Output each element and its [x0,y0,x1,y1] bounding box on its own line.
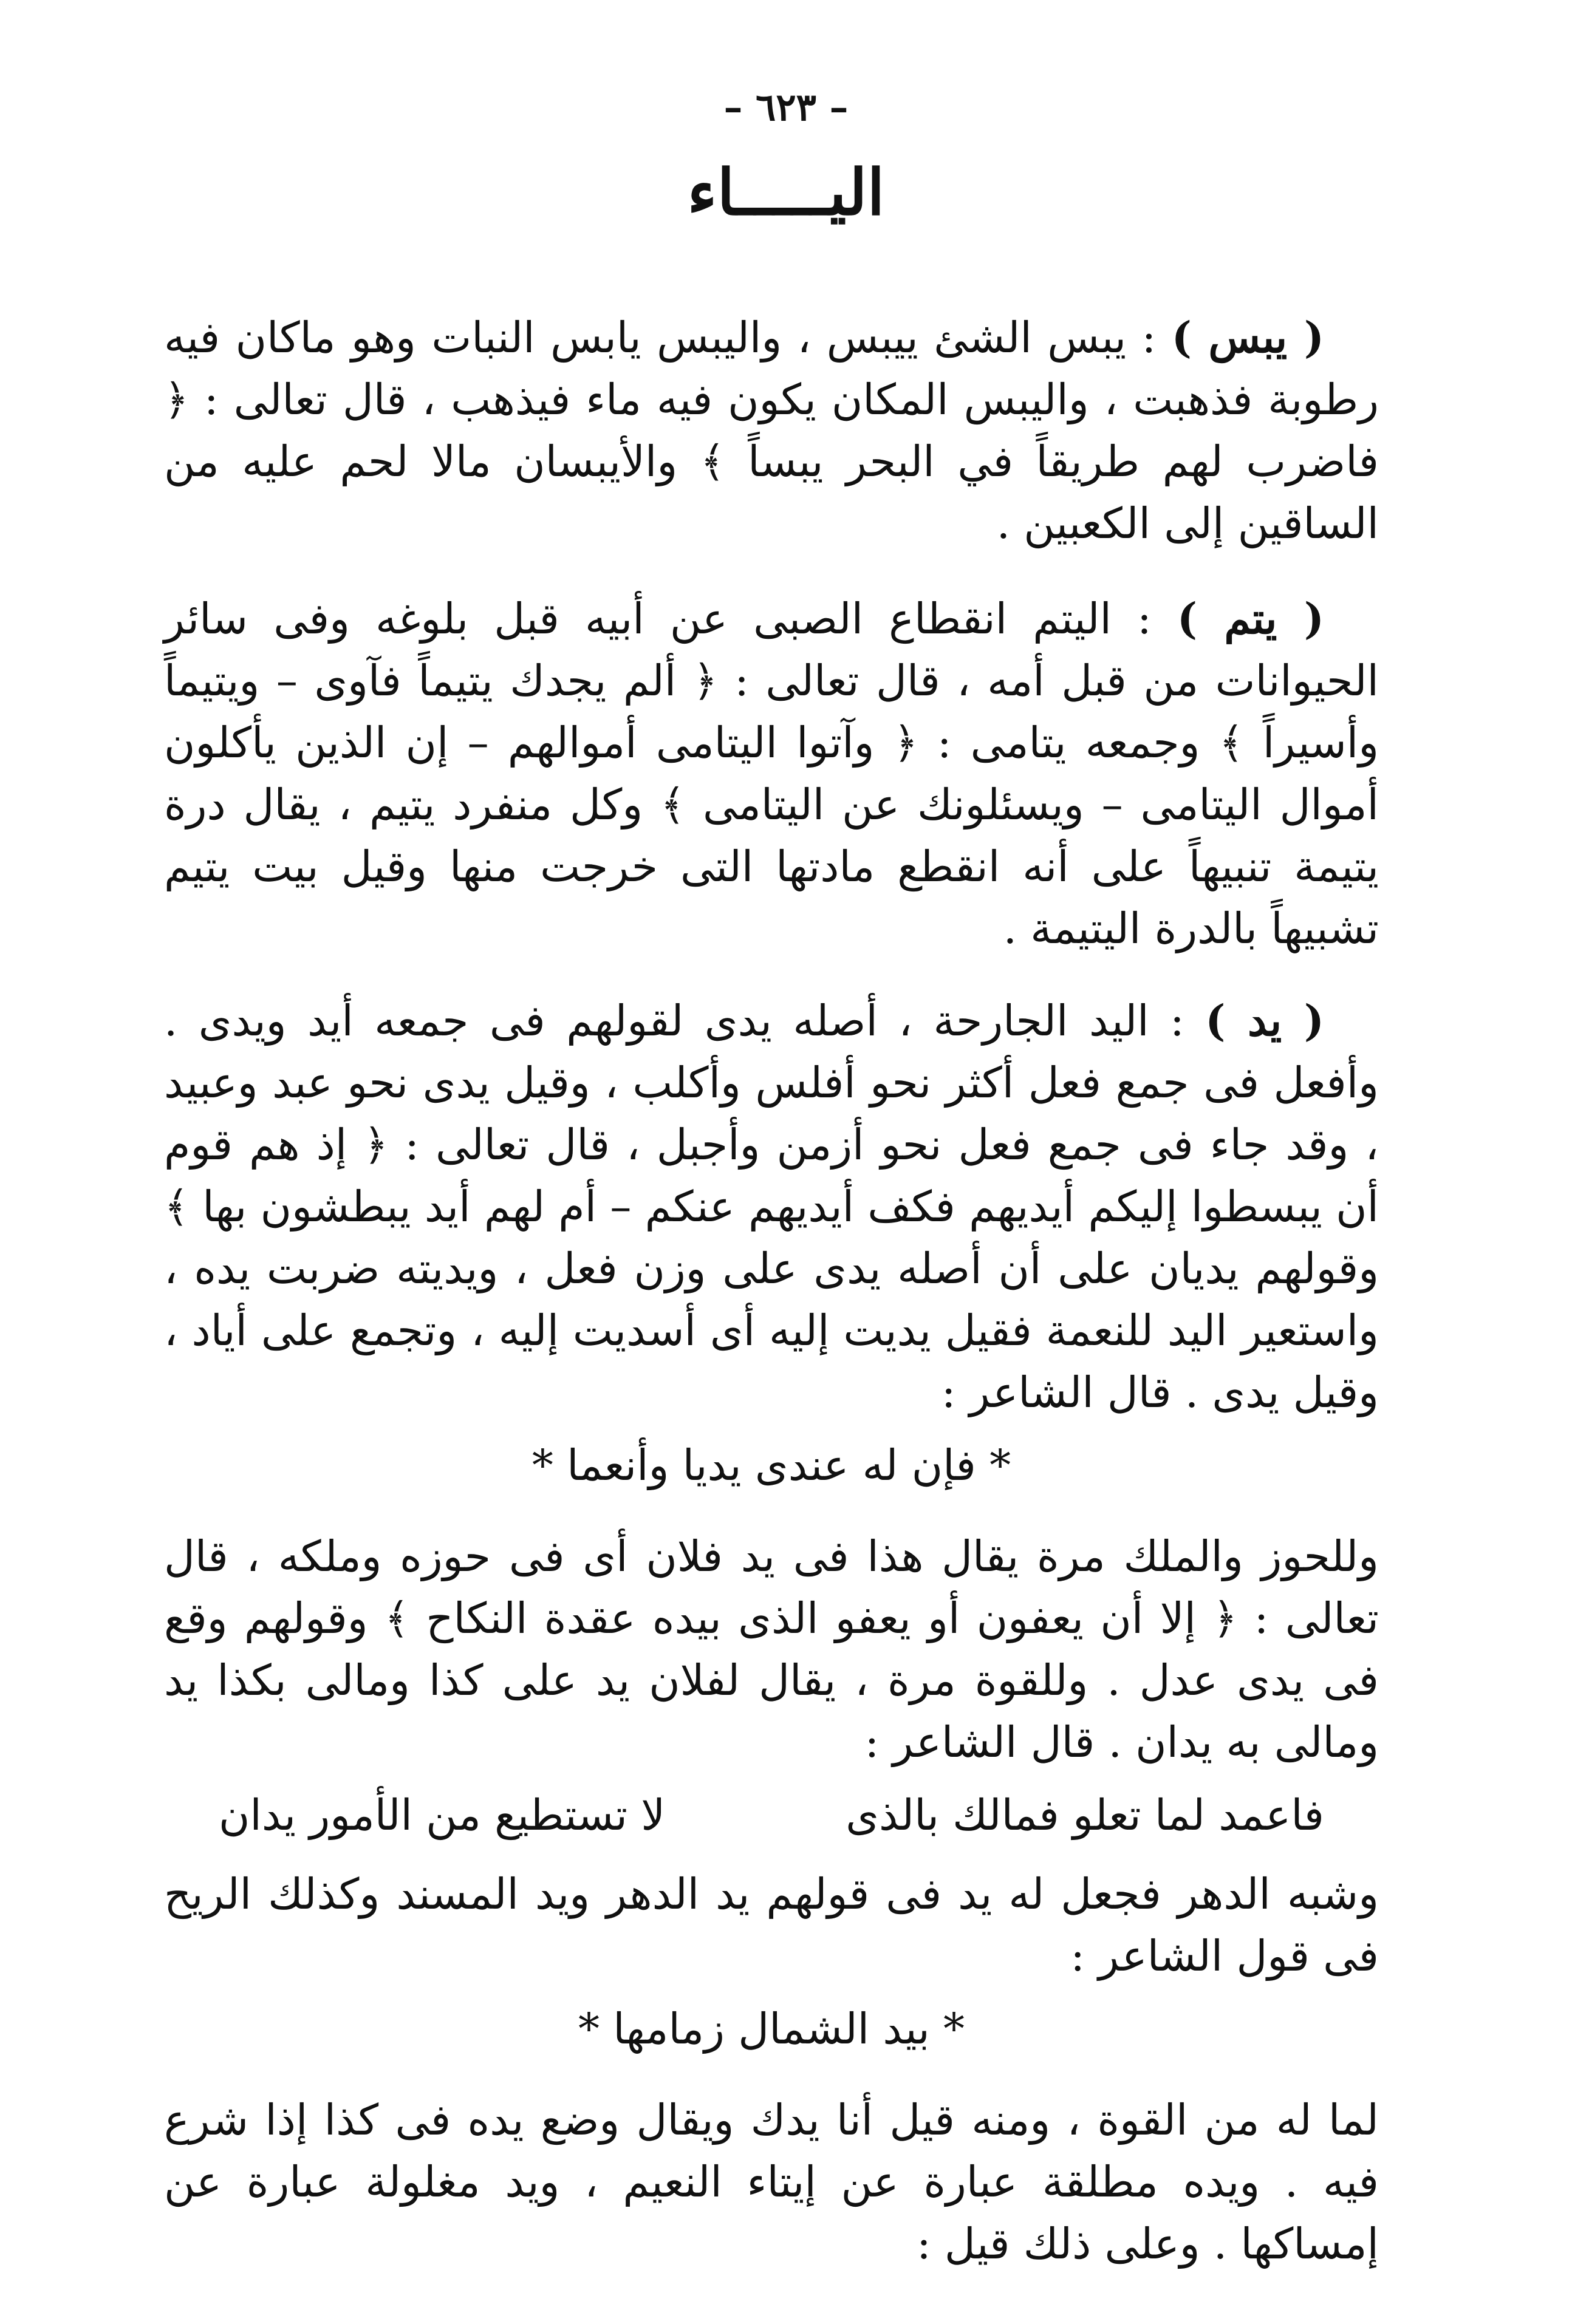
page-number: – ٦٢٣ – [723,85,849,129]
entry-keyword: ( يد ) [1205,995,1324,1046]
paragraph-strength: لما له من القوة ، ومنه قيل أنا يدك ويقال وضع يده فى كذا إذا شرع فيه . ويده مطلقة عبارة عن إيتاء النعيم ، ويد مغلولة عبارة عن إمساكها . وعلى ذلك قيل : [164,2095,1379,2269]
body-text [164,307,1379,2275]
verse-quote: * بيد الشمال زمامها * [578,2004,965,2054]
paragraph-gap [164,554,1379,588]
paragraph-gap [164,959,1379,990]
entry-yad [164,990,1379,1423]
section-title: اليـــــاء [687,155,885,230]
entry-keyword: ( يبس ) [1171,312,1324,363]
paragraph-possession: وللحوز والملك مرة يقال هذا فى يد فلان أى فى حوزه وملكه ، قال تعالى : ﴿ إلا أن يعفون أو يعفو الذى بيده عقدة النكاح ﴾ وقولهم وقع فى يدى عدل . وللقوة مرة ، يقال لفلان يد على كذا ومالى بكذا يد ومالى به يدان . قال الشاعر : [164,1532,1379,1767]
verse-first-hemistich: فاعمد لما تعلو فمالك بالذى [846,1790,1324,1840]
verse-couplet [164,1784,1379,1846]
verse-quote: * فإن له عندى يديا وأنعما * [531,1440,1011,1490]
paragraph-time-metaphor: وشبه الدهر فجعل له يد فى قولهم يد الدهر ويد المسند وكذلك الريح فى قول الشاعر : [164,1869,1379,1981]
entry-text: : يبس الشئ ييبس ، واليبس يابس النبات وهو ماكان فيه رطوبة فذهبت ، واليبس المكان يكون فيه ماء فيذهب ، قال تعالى : ﴿ فاضرب لهم طريقاً في البحر يبساً ﴾ والأيبسان مالا لحم عليه من الساقين إلى الكعبين . [164,313,1379,548]
entry-text: : اليتم انقطاع الصبى عن أبيه قبل بلوغه وفى سائر الحيوانات من قبل أمه ، قال تعالى : ﴿ ألم يجدك يتيماً فآوى – ويتيماً وأسيراً ﴾ وجمعه يتامى : ﴿ وآتوا اليتامى أموالهم – إن الذين يأكلون أموال اليتامى – ويسئلونك عن اليتامى ﴾ وكل منفرد يتيم ، يقال درة يتيمة تنبيهاً على أنه انقطع مادتها التى خرجت منها وقيل بيت يتيم تشبيهاً بالدرة اليتيمة . [164,594,1379,953]
entry-yatama [164,588,1379,959]
entry-keyword: ( يتم ) [1177,593,1324,644]
verse-second-hemistich: لا تستطيع من الأمور يدان [219,1790,666,1840]
entry-yabisa [164,307,1379,554]
entry-text: : اليد الجارحة ، أصله يدى لقولهم فى جمعه أيد ويدى . وأفعل فى جمع فعل أكثر نحو أفلس وأكلب ، وقيل يدى نحو عبد وعبيد ، وقد جاء فى جمع فعل نحو أزمن وأجبل ، قال تعالى : ﴿ إذ هم قوم أن يبسطوا إليكم أيديهم فكف أيديهم عنكم – أم لهم أيد يبطشون بها ﴾ وقولهم يديان على أن أصله يدى على وزن فعل ، ويديته ضربت يده ، واستعير اليد للنعمة فقيل يديت إليه أى أسديت إليه ، وتجمع على أياد ، وقيل يدى . قال الشاعر : [164,996,1379,1417]
